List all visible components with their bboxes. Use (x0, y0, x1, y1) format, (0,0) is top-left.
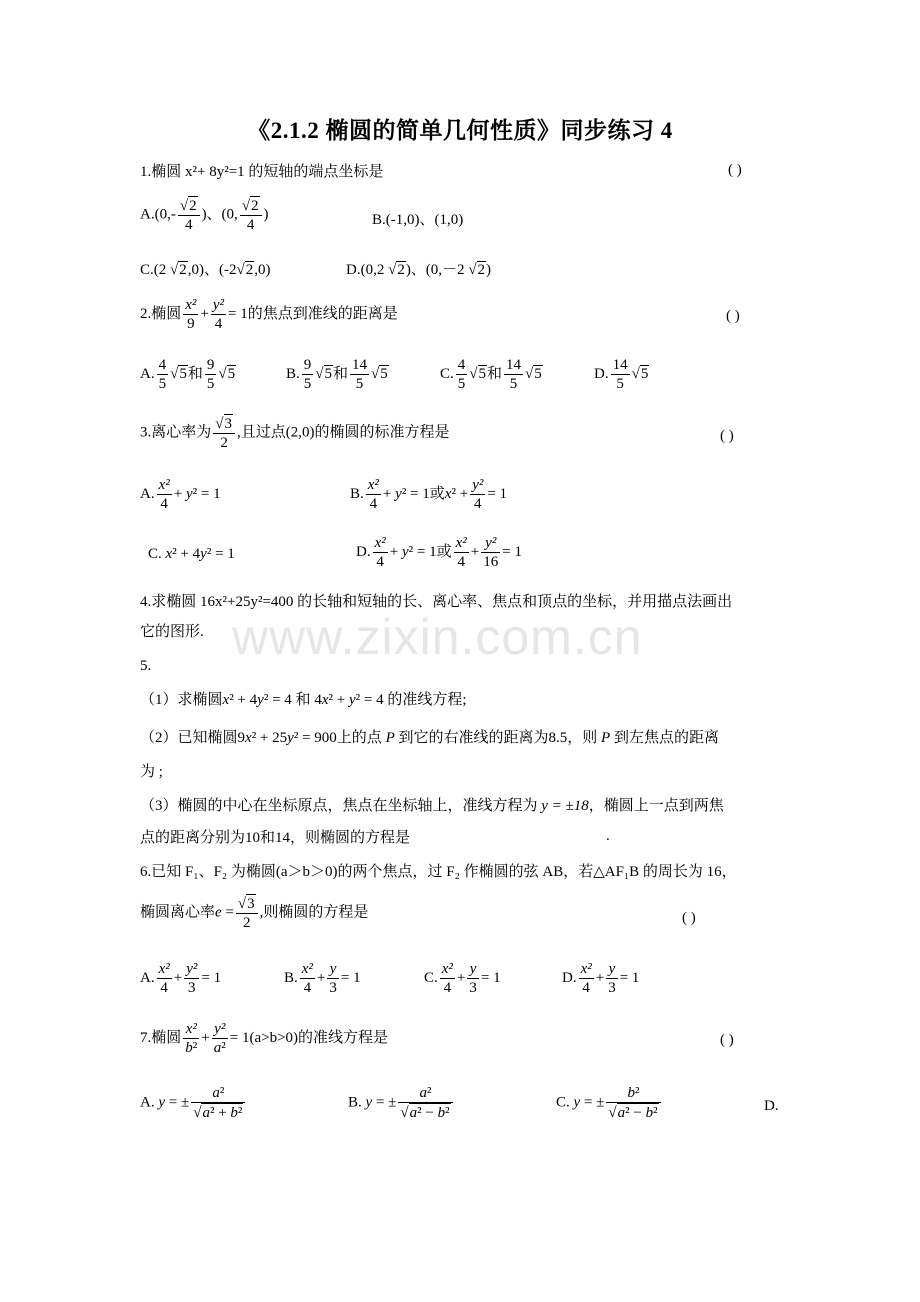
q5-number: 5. (140, 658, 152, 674)
q3-option-a: A. $\frac{\text{x²}}{4}$ + y² = 1 (140, 477, 221, 512)
q3-stem: 3.离心率为 $\frac{√3}{2}$ ,且过点(2,0)的椭圆的标准方程是 (140, 416, 450, 451)
q1-option-d: D.(0,2 √2)、(0,－2 √2) (346, 262, 492, 278)
q2-stem: 2.椭圆 $\frac{\text{x²}}{9}$ + $\frac{\text{y²}}{4}$ = 1的焦点到准线的距离是 (140, 297, 398, 332)
q7-option-b: B. y = ± $\frac{\text{a²}}{\text{√a² − b²}}$ (348, 1084, 455, 1122)
q5-part2: （2）已知椭圆9x² + 25y² = 900上的点 P 到它的右准线的距离为8.5，则 P 到左焦点的距离 (140, 730, 719, 746)
q1-option-c: C.(2 √2,0)、(-2√2,0) (140, 262, 271, 278)
q3-option-b: B. $\frac{\text{x²}}{4}$ + y² = 1或x² + $\frac{\text{y²}}{4}$ = 1 (350, 477, 508, 512)
q5-part3-line2: 点的距离分别为10和14，则椭圆的方程是 (140, 830, 411, 846)
q3-option-d: D. $\frac{\text{x²}}{4}$ + y² = 1或 $\frac{\text{x²}}{4}$ + $\frac{\text{y²}}{16}$ = 1 (356, 535, 522, 570)
q7-option-d: D. (764, 1098, 779, 1114)
q7-option-a: A. y = ± $\frac{\text{a²}}{\text{√a² + b²}}$ (140, 1084, 247, 1122)
q2-answer-paren: ( ) (726, 308, 740, 324)
q5-part2-line2: 为 ; (140, 764, 163, 780)
q4-line1: 4.求椭圆 16x²+25y²=400 的长轴和短轴的长、离心率、焦点和顶点的坐标，并用描点法画出 (140, 594, 733, 610)
q7-option-c: C. y = ± $\frac{\text{b²}}{\text{√a² − b²}}$ (556, 1084, 663, 1122)
q6-option-c: C. $\frac{\text{x²}}{4}$ + $\frac{y}{3}$ = 1 (424, 961, 501, 996)
q1-stem: 1.椭圆 x²+ 8y²=1 的短轴的端点坐标是 (140, 164, 384, 180)
q2-option-d: D. $\frac{14}{5}$ √5 (594, 357, 649, 392)
q1-answer-paren: ( ) (728, 162, 742, 178)
q4-line2: 它的图形. (140, 624, 204, 640)
watermark: www.zixin.com.cn (232, 609, 643, 665)
q5-part3-end-dot: . (606, 828, 610, 844)
q3-option-c: C. x² + 4y² = 1 (148, 546, 235, 562)
q5-part3: （3）椭圆的中心在坐标原点，焦点在坐标轴上，准线方程为 y = ±18，椭圆上一点到两焦 (140, 798, 724, 814)
q5-part1: （1）求椭圆x² + 4y² = 4 和 4x² + y² = 4 的准线方程; (140, 692, 467, 708)
q3-answer-paren: ( ) (720, 428, 734, 444)
q6-option-a: A. $\frac{\text{x²}}{4}$ + $\frac{\text{y²}}{3}$ = 1 (140, 961, 222, 996)
page-title: 《2.1.2 椭圆的简单几何性质》同步练习 4 (247, 118, 673, 143)
q7-answer-paren: ( ) (720, 1032, 734, 1048)
q6-option-b: B. $\frac{\text{x²}}{4}$ + $\frac{y}{3}$ = 1 (284, 961, 361, 996)
q2-option-a: A. $\frac{4}{5}$ √5和 $\frac{9}{5}$ √5 (140, 357, 236, 392)
q7-stem: 7.椭圆 $\frac{\text{x²}}{\text{b²}}$ + $\frac{\text{y²}}{\text{a²}}$ = 1(a>b>0)的准线方程是 (140, 1021, 389, 1056)
q6-line1: 6.已知 F₁、F₂ 为椭圆(a＞b＞0)的两个焦点，过 F₂ 作椭圆的弦 AB，若△AF₁B 的周长为 16， (140, 864, 737, 880)
q2-option-c: C. $\frac{4}{5}$ √5和 $\frac{14}{5}$ √5 (440, 357, 542, 392)
q2-option-b: B. $\frac{9}{5}$ √5和 $\frac{14}{5}$ √5 (286, 357, 388, 392)
q1-option-a: A.(0,- $\frac{√2}{4}$ )、(0, $\frac{√2}{4}$ ) (140, 198, 269, 233)
q1-option-b: B.(-1,0)、(1,0) (372, 212, 464, 228)
q6-option-d: D. $\frac{\text{x²}}{4}$ + $\frac{y}{3}$ = 1 (562, 961, 640, 996)
q6-answer-paren: ( ) (682, 910, 696, 926)
q6-stem: 椭圆离心率e = $\frac{√3}{2}$ ,则椭圆的方程是 (140, 896, 369, 931)
